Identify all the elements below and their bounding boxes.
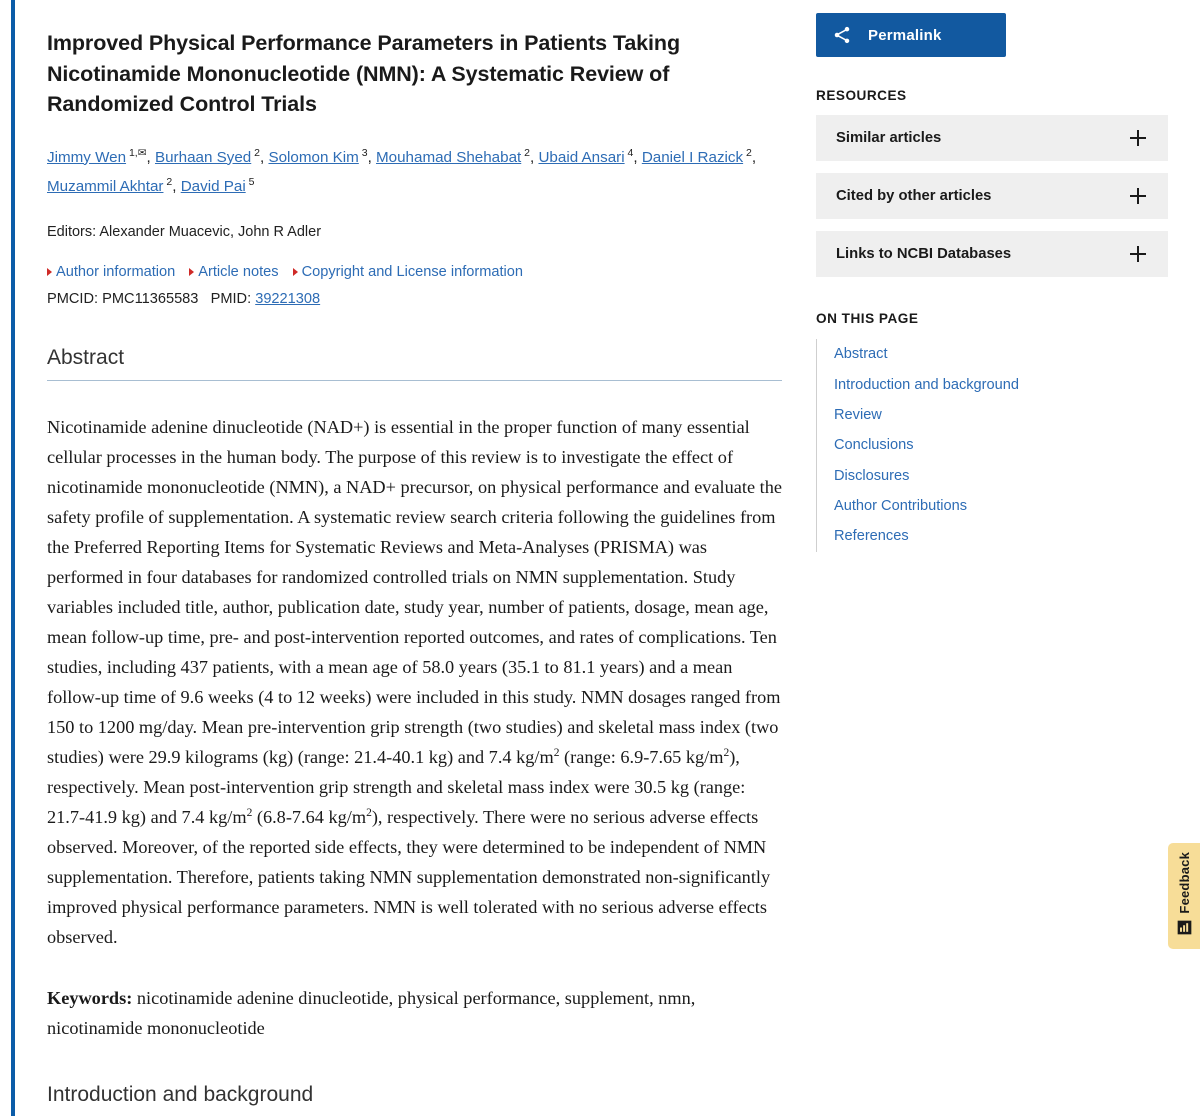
author-link[interactable]: Solomon Kim bbox=[268, 148, 359, 166]
keywords-label: Keywords: bbox=[47, 987, 133, 1008]
introduction-heading: Introduction and background bbox=[47, 1082, 314, 1106]
on-this-page-link[interactable]: Review bbox=[834, 406, 882, 423]
on-this-page-link[interactable]: Conclusions bbox=[834, 437, 914, 454]
list-item bbox=[817, 521, 1168, 551]
permalink-label: Permalink bbox=[868, 26, 942, 44]
author-link[interactable]: Muzammil Akhtar bbox=[47, 178, 164, 196]
pmcid-value: PMC11365583 bbox=[102, 290, 199, 307]
author-affiliation: 5 bbox=[245, 176, 255, 189]
article-meta-toggles bbox=[47, 264, 782, 280]
resources-title: RESOURCES bbox=[816, 88, 907, 103]
keywords-value: nicotinamide adenine dinucleotide, physical performance, supplement, nmn, nicotinamide mononucleotide bbox=[47, 987, 696, 1038]
author-affiliation: 1,✉ bbox=[126, 146, 147, 159]
feedback-label: Feedback bbox=[1176, 852, 1192, 914]
author-affiliation: 2 bbox=[251, 146, 261, 159]
on-this-page-link[interactable]: References bbox=[834, 528, 909, 545]
article-identifiers bbox=[47, 291, 782, 307]
page-title: Improved Physical Performance Parameters in Patients Taking Nicotinamide Mononucleotide (NMN): A Systematic Review of Randomized Control Trials bbox=[47, 31, 680, 117]
author-affiliation: 4 bbox=[624, 146, 634, 159]
meta-toggle[interactable]: Article notes bbox=[189, 264, 278, 280]
resource-accordion-row[interactable] bbox=[816, 173, 1168, 219]
share-icon bbox=[816, 25, 868, 45]
plus-icon[interactable] bbox=[1130, 188, 1146, 204]
on-this-page-link[interactable]: Abstract bbox=[834, 346, 888, 363]
list-item bbox=[817, 491, 1168, 521]
feedback-tab[interactable] bbox=[1168, 843, 1200, 949]
abstract-heading: Abstract bbox=[47, 307, 782, 381]
list-item bbox=[817, 430, 1168, 460]
list-item bbox=[817, 461, 1168, 491]
list-item bbox=[817, 339, 1168, 369]
meta-toggle[interactable]: Author information bbox=[47, 264, 175, 280]
resource-accordion-row[interactable] bbox=[816, 115, 1168, 161]
on-this-page-nav bbox=[816, 339, 1168, 552]
author-affiliation: 2 bbox=[521, 146, 531, 159]
author-list: Jimmy Wen $^{1,✉}$, Burhaan Syed $^2$, Solomon Kim $^3$, Mouhamad Shehabat $^2$, Ubaid Ansari $^4$, Daniel I Razick $^2$, Muzammil Akhtar $^2$, David Pai $^5$ bbox=[47, 146, 757, 196]
author-link[interactable]: David Pai bbox=[180, 178, 246, 196]
superscript: 2 bbox=[723, 746, 730, 759]
abstract-text: Nicotinamide adenine dinucleotide (NAD+) is essential in the proper function of many essential cellular processes in the human body. The purpose of this review is to investigate the effect of nicotinamide mononucleotide (NMN), a NAD+ precursor, on physical performance and evaluate the safety profile of supplementation. A systematic review search criteria following the guidelines from the Preferred Reporting Items for Systematic Reviews and Meta-Analyses (PRISMA) was performed in four databases for randomized controlled trials on NMN supplementation. Study variables included title, author, publication date, study year, number of patients, dosage, mean age, mean follow-up time, pre- and post-intervention reported outcomes, and rates of complications. Ten studies, including 437 patients, with a mean age of 58.0 years (35.1 to 81.1 years) and a mean follow-up time of 9.6 weeks (4 to 12 weeks) were included in this study. NMN dosages ranged from 150 to 1200 mg/day. Mean pre-intervention grip strength (two studies) and skeletal mass index (two studies) were 29.9 kilograms (kg) (range: 21.4-40.1 kg) and 7.4 $kg/m^2$ (range: 6.9-7.65 $kg/m^2$), respectively. Mean post-intervention grip strength and skeletal mass index were 30.5 kg (range: 21.7-41.9 kg) and 7.4 $kg/m^2$ (6.8-7.64 $kg/m^2$), respectively. There were no serious adverse effects observed. Moreover, of the reported side effects, they were determined to be independent of NMN supplementation. Therefore, patients taking NMN supplementation demonstrated non-significantly improved physical performance parameters. NMN is well tolerated with no serious adverse effects observed. bbox=[47, 416, 782, 947]
resource-accordion-label: Similar articles bbox=[836, 130, 942, 146]
author-affiliation: 3 bbox=[358, 146, 368, 159]
pmid-link[interactable]: 39221308 bbox=[255, 290, 321, 307]
article-column bbox=[47, 0, 782, 1107]
sidebar bbox=[816, 0, 1168, 568]
on-this-page-link[interactable]: Introduction and background bbox=[834, 376, 1019, 393]
triangle-right-icon bbox=[189, 268, 194, 276]
left-accent-rail bbox=[11, 0, 15, 1116]
plus-icon[interactable] bbox=[1130, 246, 1146, 262]
resource-accordion-label: Links to NCBI Databases bbox=[836, 246, 1012, 262]
superscript: 2 bbox=[553, 746, 560, 759]
triangle-right-icon bbox=[47, 268, 52, 276]
author-affiliation: 2 bbox=[163, 176, 173, 189]
author-link[interactable]: Jimmy Wen bbox=[47, 148, 127, 166]
author-affiliation: 2 bbox=[743, 146, 752, 159]
pmcid-label: PMCID: bbox=[47, 290, 99, 307]
author-link[interactable]: Daniel I Razick bbox=[641, 148, 744, 166]
plus-icon[interactable] bbox=[1130, 130, 1146, 146]
on-this-page-link[interactable]: Disclosures bbox=[834, 467, 910, 484]
permalink-button[interactable] bbox=[816, 13, 1006, 57]
on-this-page-title: ON THIS PAGE bbox=[816, 311, 919, 326]
author-link[interactable]: Mouhamad Shehabat bbox=[376, 148, 522, 166]
pmid-label: PMID: bbox=[210, 290, 252, 307]
author-link[interactable]: Ubaid Ansari bbox=[538, 148, 625, 166]
superscript: 2 bbox=[366, 806, 372, 819]
meta-toggle[interactable]: Copyright and License information bbox=[293, 264, 523, 280]
keywords-block bbox=[47, 983, 782, 1043]
superscript: 2 bbox=[246, 806, 253, 819]
triangle-right-icon bbox=[293, 268, 298, 276]
list-item bbox=[817, 369, 1168, 399]
editors-line: Editors: Alexander Muacevic, John R Adler bbox=[47, 223, 322, 240]
resource-accordion-label: Cited by other articles bbox=[836, 188, 992, 204]
chart-icon bbox=[1177, 920, 1192, 940]
resource-accordion-row[interactable] bbox=[816, 231, 1168, 277]
list-item bbox=[817, 400, 1168, 430]
on-this-page-link[interactable]: Author Contributions bbox=[834, 498, 968, 515]
author-link[interactable]: Burhaan Syed bbox=[154, 148, 252, 166]
resources-accordion bbox=[816, 115, 1168, 277]
